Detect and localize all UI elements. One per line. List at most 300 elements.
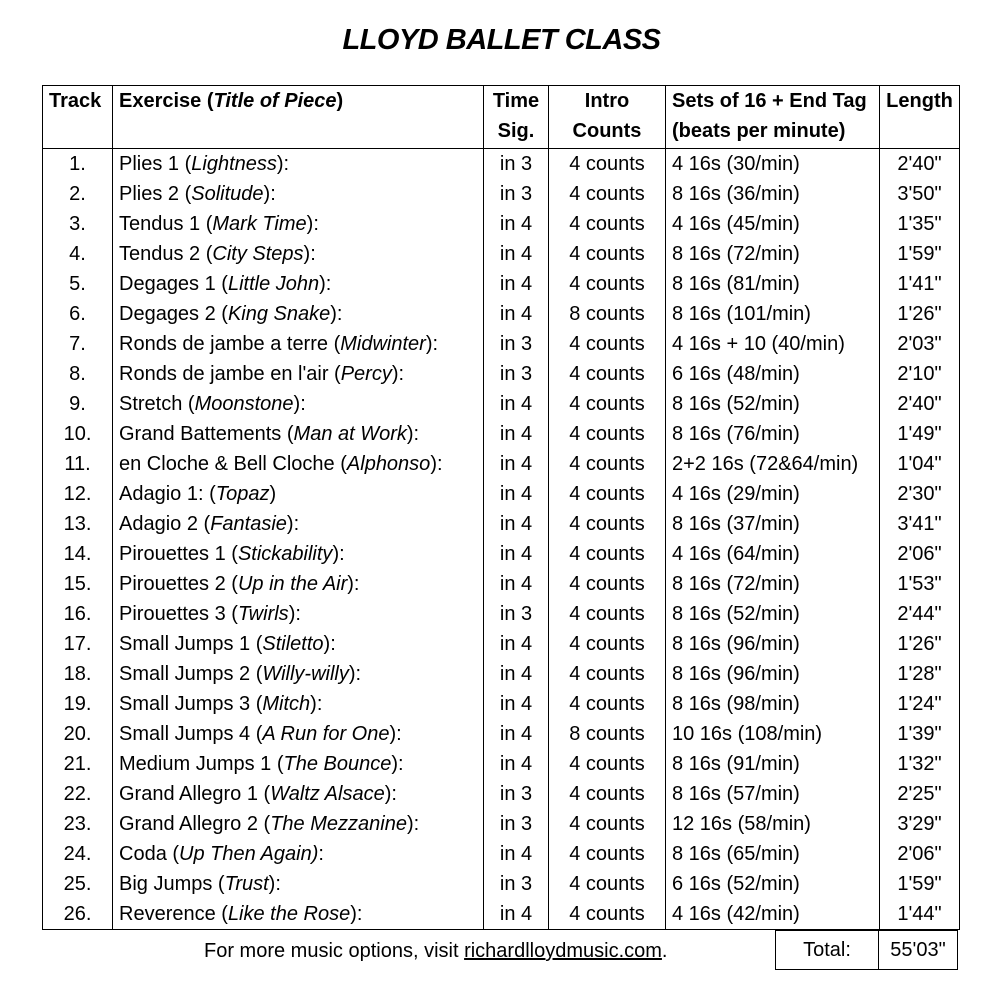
- track-length: 2'06": [880, 539, 960, 569]
- music-site-link[interactable]: richardlloydmusic.com: [464, 940, 662, 962]
- piece-open-paren: (: [334, 453, 347, 475]
- piece-close: ):: [288, 603, 301, 625]
- sets-tempo: 4 16s (30/min): [666, 149, 880, 180]
- track-number: 10.: [43, 419, 113, 449]
- track-length: 1'35": [880, 209, 960, 239]
- sets-tempo: 12 16s (58/min): [666, 809, 880, 839]
- header-exercise-suffix: ): [336, 90, 344, 112]
- table-row: [43, 599, 960, 629]
- piece-close: ):: [263, 183, 276, 205]
- header-exercise-prefix: Exercise (: [119, 90, 214, 112]
- piece-open-paren: (: [257, 783, 271, 805]
- track-number: 12.: [43, 479, 113, 509]
- piece-title: The Bounce: [283, 753, 392, 775]
- piece-open-paren: (: [250, 633, 263, 655]
- exercise-name: Grand Allegro 2: [119, 813, 258, 835]
- exercise-name: Plies 1: [119, 153, 180, 175]
- header-sets-line2: (beats per minute): [672, 120, 846, 142]
- piece-title: Percy: [340, 363, 392, 385]
- piece-close: ):: [406, 423, 420, 445]
- exercise-cell: [113, 269, 484, 299]
- intro-counts: 4 counts: [549, 269, 666, 299]
- sets-tempo: 8 16s (72/min): [666, 239, 880, 269]
- header-track: Track: [43, 86, 113, 149]
- total-box: [775, 930, 958, 970]
- intro-counts: 4 counts: [549, 509, 666, 539]
- sets-tempo: 8 16s (96/min): [666, 659, 880, 689]
- piece-open-paren: (: [200, 213, 213, 235]
- piece-title: Mitch: [262, 693, 311, 715]
- table-row: [43, 809, 960, 839]
- intro-counts: 4 counts: [549, 839, 666, 869]
- track-length: 1'26": [880, 629, 960, 659]
- exercise-name: Ronds de jambe en l'air: [119, 363, 329, 385]
- piece-open-paren: (: [215, 903, 228, 925]
- intro-counts: 4 counts: [549, 569, 666, 599]
- piece-title: The Mezzanine: [270, 813, 407, 835]
- piece-close: ):: [332, 543, 345, 565]
- piece-close: ):: [330, 303, 343, 325]
- table-row: [43, 329, 960, 359]
- piece-close: :: [318, 843, 324, 865]
- time-signature: in 4: [484, 569, 549, 599]
- time-signature: in 4: [484, 239, 549, 269]
- sets-tempo: 4 16s + 10 (40/min): [666, 329, 880, 359]
- sets-tempo: 8 16s (72/min): [666, 569, 880, 599]
- piece-title: Little John: [227, 273, 320, 295]
- piece-open-paren: (: [179, 183, 192, 205]
- piece-open-paren: (: [281, 423, 294, 445]
- track-number: 26.: [43, 899, 113, 930]
- piece-open-paren: (: [212, 873, 225, 895]
- exercise-name: Ronds de jambe a terre: [119, 333, 329, 355]
- intro-counts: 4 counts: [549, 539, 666, 569]
- sets-tempo: 8 16s (52/min): [666, 389, 880, 419]
- piece-open-paren: (: [328, 333, 341, 355]
- intro-counts: 4 counts: [549, 809, 666, 839]
- piece-open-paren: (: [250, 723, 263, 745]
- table-row: [43, 149, 960, 180]
- track-number: 15.: [43, 569, 113, 599]
- track-length: 2'25": [880, 779, 960, 809]
- piece-title: Like the Rose: [227, 903, 351, 925]
- exercise-name: Small Jumps 4: [119, 723, 251, 745]
- intro-counts: 4 counts: [549, 359, 666, 389]
- exercise-cell: [113, 509, 484, 539]
- piece-close: ):: [306, 213, 319, 235]
- piece-close: ):: [389, 723, 402, 745]
- time-signature: in 4: [484, 389, 549, 419]
- intro-counts: 4 counts: [549, 899, 666, 930]
- track-number: 2.: [43, 179, 113, 209]
- exercise-name: Degages 2: [119, 303, 216, 325]
- intro-counts: 4 counts: [549, 659, 666, 689]
- intro-counts: 4 counts: [549, 209, 666, 239]
- track-length: 1'04": [880, 449, 960, 479]
- sets-tempo: 8 16s (81/min): [666, 269, 880, 299]
- track-length: 3'29": [880, 809, 960, 839]
- time-signature: in 4: [484, 539, 549, 569]
- sets-tempo: 10 16s (108/min): [666, 719, 880, 749]
- intro-counts: 4 counts: [549, 479, 666, 509]
- exercise-cell: [113, 329, 484, 359]
- sets-tempo: 8 16s (76/min): [666, 419, 880, 449]
- track-length: 2'10": [880, 359, 960, 389]
- piece-title: Trust: [224, 873, 269, 895]
- piece-title: Alphonso: [346, 453, 431, 475]
- piece-title: A Run for One: [262, 723, 390, 745]
- piece-close: ):: [310, 693, 323, 715]
- time-signature: in 4: [484, 899, 549, 930]
- track-number: 5.: [43, 269, 113, 299]
- piece-open-paren: (: [225, 603, 238, 625]
- track-number: 13.: [43, 509, 113, 539]
- time-signature: in 3: [484, 329, 549, 359]
- exercise-cell: [113, 899, 484, 930]
- exercise-cell: [113, 689, 484, 719]
- exercise-cell: [113, 149, 484, 180]
- track-length: 2'40": [880, 389, 960, 419]
- piece-close: ):: [323, 633, 336, 655]
- piece-close: ):: [406, 813, 420, 835]
- track-length: 1'59": [880, 869, 960, 899]
- track-body: [43, 149, 960, 930]
- track-length: 1'39": [880, 719, 960, 749]
- exercise-name: Coda: [119, 843, 167, 865]
- sets-tempo: 8 16s (36/min): [666, 179, 880, 209]
- exercise-cell: [113, 839, 484, 869]
- table-row: [43, 899, 960, 930]
- header-length: Length: [880, 86, 960, 149]
- piece-open-paren: (: [203, 483, 216, 505]
- exercise-name: Adagio 2: [119, 513, 198, 535]
- piece-close: ):: [425, 333, 439, 355]
- track-number: 3.: [43, 209, 113, 239]
- exercise-cell: [113, 869, 484, 899]
- intro-counts: 4 counts: [549, 869, 666, 899]
- table-row: [43, 509, 960, 539]
- exercise-cell: [113, 179, 484, 209]
- table-row: [43, 209, 960, 239]
- header-exercise-italic: Title of Piece: [213, 90, 337, 112]
- sets-tempo: 4 16s (64/min): [666, 539, 880, 569]
- table-row: [43, 269, 960, 299]
- exercise-name: Small Jumps 1: [119, 633, 251, 655]
- piece-open-paren: (: [166, 843, 180, 865]
- exercise-cell: [113, 719, 484, 749]
- piece-close: ):: [293, 393, 306, 415]
- intro-counts: 4 counts: [549, 689, 666, 719]
- header-sets: [666, 86, 880, 149]
- intro-counts: 4 counts: [549, 329, 666, 359]
- header-intro-line1: Intro: [584, 90, 630, 112]
- piece-open-paren: (: [225, 543, 238, 565]
- exercise-name: Small Jumps 2: [119, 663, 251, 685]
- table-row: [43, 839, 960, 869]
- header-sets-line1: Sets of 16 + End Tag: [672, 90, 867, 112]
- sets-tempo: 8 16s (98/min): [666, 689, 880, 719]
- table-row: [43, 299, 960, 329]
- intro-counts: 8 counts: [549, 299, 666, 329]
- piece-title: King Snake: [227, 303, 331, 325]
- piece-open-paren: (: [250, 693, 263, 715]
- time-signature: in 3: [484, 179, 549, 209]
- piece-close: ):: [430, 453, 443, 475]
- table-row: [43, 389, 960, 419]
- exercise-name: Grand Battements: [119, 423, 282, 445]
- track-length: 1'53": [880, 569, 960, 599]
- exercise-cell: [113, 449, 484, 479]
- exercise-name: Plies 2: [119, 183, 180, 205]
- table-row: [43, 539, 960, 569]
- piece-title: Lightness: [191, 153, 277, 175]
- piece-title: Twirls: [237, 603, 289, 625]
- exercise-cell: [113, 239, 484, 269]
- header-time-line2: Sig.: [497, 120, 535, 142]
- piece-open-paren: (: [200, 243, 213, 265]
- piece-close: ):: [350, 903, 363, 925]
- track-length: 1'28": [880, 659, 960, 689]
- intro-counts: 4 counts: [549, 239, 666, 269]
- track-length: 1'59": [880, 239, 960, 269]
- exercise-name: Pirouettes 2: [119, 573, 226, 595]
- piece-title: Midwinter: [340, 333, 426, 355]
- sets-tempo: 8 16s (91/min): [666, 749, 880, 779]
- table-row: [43, 419, 960, 449]
- exercise-cell: [113, 299, 484, 329]
- exercise-cell: [113, 749, 484, 779]
- header-time-sig: [484, 86, 549, 149]
- track-table: [42, 85, 960, 930]
- table-row: [43, 359, 960, 389]
- piece-close: ):: [391, 753, 404, 775]
- page-title: LLOYD BALLET CLASS: [342, 24, 661, 56]
- exercise-name: Pirouettes 1: [119, 543, 226, 565]
- table-row: [43, 629, 960, 659]
- table-row: [43, 719, 960, 749]
- exercise-cell: [113, 539, 484, 569]
- table-row: [43, 239, 960, 269]
- sets-tempo: 6 16s (52/min): [666, 869, 880, 899]
- piece-title: Mark Time: [212, 213, 307, 235]
- piece-title: Up in the Air: [237, 573, 348, 595]
- table-row: [43, 569, 960, 599]
- exercise-name: Tendus 1: [119, 213, 201, 235]
- piece-title: Stickability: [237, 543, 333, 565]
- intro-counts: 4 counts: [549, 629, 666, 659]
- piece-title: Stiletto: [262, 633, 324, 655]
- footer-note-prefix: For more music options, visit: [204, 940, 465, 962]
- exercise-name: Grand Allegro 1: [119, 783, 258, 805]
- sets-tempo: 8 16s (101/min): [666, 299, 880, 329]
- exercise-cell: [113, 629, 484, 659]
- intro-counts: 4 counts: [549, 419, 666, 449]
- time-signature: in 4: [484, 749, 549, 779]
- time-signature: in 3: [484, 809, 549, 839]
- footer-note: [204, 936, 667, 966]
- piece-title: Moonstone: [194, 393, 294, 415]
- piece-open-paren: (: [250, 663, 263, 685]
- track-number: 8.: [43, 359, 113, 389]
- time-signature: in 3: [484, 359, 549, 389]
- sets-tempo: 8 16s (37/min): [666, 509, 880, 539]
- piece-title: City Steps: [212, 243, 304, 265]
- piece-close: ):: [319, 273, 332, 295]
- time-signature: in 4: [484, 659, 549, 689]
- intro-counts: 4 counts: [549, 179, 666, 209]
- time-signature: in 4: [484, 689, 549, 719]
- track-length: 2'06": [880, 839, 960, 869]
- exercise-cell: [113, 389, 484, 419]
- exercise-cell: [113, 779, 484, 809]
- table-row: [43, 449, 960, 479]
- track-length: 1'32": [880, 749, 960, 779]
- piece-open-paren: (: [179, 153, 192, 175]
- time-signature: in 3: [484, 779, 549, 809]
- table-row: [43, 749, 960, 779]
- piece-title: Up Then Again): [179, 843, 319, 865]
- piece-title: Fantasie: [210, 513, 287, 535]
- exercise-cell: [113, 479, 484, 509]
- piece-close: ):: [391, 363, 405, 385]
- sets-tempo: 8 16s (52/min): [666, 599, 880, 629]
- piece-title: Willy-willy: [262, 663, 349, 685]
- piece-close: ):: [384, 783, 397, 805]
- track-number: 9.: [43, 389, 113, 419]
- piece-open-paren: (: [257, 813, 271, 835]
- exercise-name: Reverence: [119, 903, 216, 925]
- intro-counts: 4 counts: [549, 389, 666, 419]
- table-row: [43, 869, 960, 899]
- track-length: 2'44": [880, 599, 960, 629]
- piece-open-paren: (: [197, 513, 211, 535]
- time-signature: in 4: [484, 629, 549, 659]
- track-length: 2'30": [880, 479, 960, 509]
- sets-tempo: 2+2 16s (72&64/min): [666, 449, 880, 479]
- track-length: 1'44": [880, 899, 960, 930]
- exercise-cell: [113, 659, 484, 689]
- piece-open-paren: (: [225, 573, 238, 595]
- track-length: 2'03": [880, 329, 960, 359]
- time-signature: in 3: [484, 149, 549, 180]
- exercise-name: Pirouettes 3: [119, 603, 226, 625]
- track-number: 11.: [43, 449, 113, 479]
- piece-open-paren: (: [328, 363, 341, 385]
- sets-tempo: 8 16s (65/min): [666, 839, 880, 869]
- piece-close: ):: [348, 663, 362, 685]
- exercise-name: Adagio 1:: [119, 483, 204, 505]
- track-number: 16.: [43, 599, 113, 629]
- piece-close: ):: [347, 573, 360, 595]
- piece-title: Solitude: [191, 183, 264, 205]
- header-time-line1: Time: [492, 90, 540, 112]
- piece-open-paren: (: [271, 753, 284, 775]
- exercise-cell: [113, 569, 484, 599]
- track-number: 18.: [43, 659, 113, 689]
- table-row: [43, 659, 960, 689]
- exercise-cell: [113, 419, 484, 449]
- footer-note-suffix: .: [661, 940, 668, 962]
- intro-counts: 4 counts: [549, 599, 666, 629]
- piece-open-paren: (: [215, 303, 228, 325]
- track-number: 19.: [43, 689, 113, 719]
- time-signature: in 4: [484, 719, 549, 749]
- intro-counts: 8 counts: [549, 719, 666, 749]
- time-signature: in 4: [484, 479, 549, 509]
- track-number: 6.: [43, 299, 113, 329]
- sets-tempo: 4 16s (45/min): [666, 209, 880, 239]
- table-row: [43, 179, 960, 209]
- time-signature: in 4: [484, 449, 549, 479]
- track-number: 4.: [43, 239, 113, 269]
- sets-tempo: 6 16s (48/min): [666, 359, 880, 389]
- time-signature: in 3: [484, 599, 549, 629]
- piece-title: Waltz Alsace: [270, 783, 385, 805]
- intro-counts: 4 counts: [549, 149, 666, 180]
- exercise-cell: [113, 809, 484, 839]
- intro-counts: 4 counts: [549, 449, 666, 479]
- exercise-cell: [113, 359, 484, 389]
- sets-tempo: 8 16s (96/min): [666, 629, 880, 659]
- track-number: 17.: [43, 629, 113, 659]
- piece-close: ):: [276, 153, 290, 175]
- time-signature: in 4: [484, 509, 549, 539]
- exercise-name: Small Jumps 3: [119, 693, 251, 715]
- total-label: Total:: [776, 931, 879, 969]
- track-length: 3'41": [880, 509, 960, 539]
- header-row: [43, 86, 960, 149]
- track-length: 1'41": [880, 269, 960, 299]
- table-row: [43, 689, 960, 719]
- time-signature: in 4: [484, 209, 549, 239]
- sets-tempo: 4 16s (29/min): [666, 479, 880, 509]
- track-number: 20.: [43, 719, 113, 749]
- time-signature: in 4: [484, 299, 549, 329]
- exercise-name: Degages 1: [119, 273, 216, 295]
- sets-tempo: 8 16s (57/min): [666, 779, 880, 809]
- exercise-name: en Cloche & Bell Cloche: [119, 453, 335, 475]
- exercise-name: Big Jumps: [119, 873, 213, 895]
- exercise-name: Stretch: [119, 393, 183, 415]
- piece-close: ):: [286, 513, 300, 535]
- time-signature: in 4: [484, 419, 549, 449]
- time-signature: in 3: [484, 869, 549, 899]
- piece-close: ):: [268, 873, 281, 895]
- total-value: 55'03": [890, 939, 946, 961]
- header-exercise: [113, 86, 484, 149]
- piece-close: ):: [303, 243, 316, 265]
- track-number: 23.: [43, 809, 113, 839]
- track-number: 21.: [43, 749, 113, 779]
- exercise-name: Tendus 2: [119, 243, 201, 265]
- track-number: 14.: [43, 539, 113, 569]
- piece-close: ): [269, 483, 277, 505]
- track-length: 1'49": [880, 419, 960, 449]
- intro-counts: 4 counts: [549, 779, 666, 809]
- piece-title: Topaz: [215, 483, 270, 505]
- track-length: 2'40": [880, 149, 960, 180]
- exercise-name: Medium Jumps 1: [119, 753, 272, 775]
- piece-open-paren: (: [182, 393, 195, 415]
- sets-tempo: 4 16s (42/min): [666, 899, 880, 930]
- time-signature: in 4: [484, 269, 549, 299]
- piece-title: Man at Work: [293, 423, 407, 445]
- time-signature: in 4: [484, 839, 549, 869]
- track-number: 25.: [43, 869, 113, 899]
- track-length: 1'24": [880, 689, 960, 719]
- exercise-cell: [113, 209, 484, 239]
- exercise-cell: [113, 599, 484, 629]
